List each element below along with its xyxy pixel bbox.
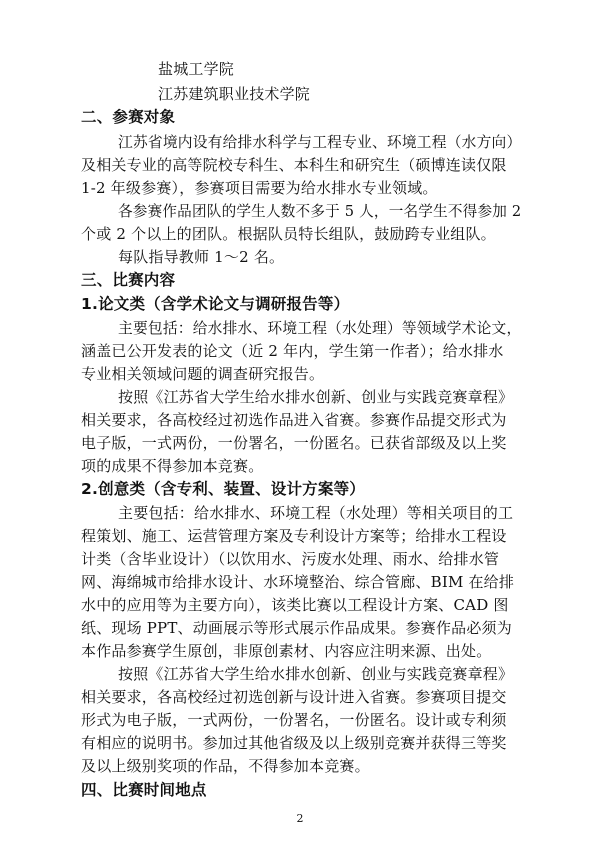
- sub1-para1-line3: 专业相关领域问题的调查研究报告。: [81, 365, 325, 383]
- section-2-para1-line3: 1-2 年级参赛），参赛项目需要为给水排水专业领域。: [81, 179, 438, 197]
- sub2-para1-line1: 主要包括：给水排水、环境工程（水处理）等相关项目的工: [118, 504, 514, 522]
- sub2-para1-line3: 计类（含毕业设计）（以饮用水、污废水处理、雨水、给排水管: [81, 550, 500, 568]
- sub2-para1-line2: 程策划、施工、运营管理方案及专利设计方案等；给排水工程设: [81, 527, 507, 545]
- section-2-para1-line1: 江苏省境内设有给排水科学与工程专业、环境工程（水方向）: [118, 133, 522, 151]
- section-2-para2-line2: 个或 2 个以上的团队。根据队员特长组队，鼓励跨专业组队。: [81, 225, 496, 243]
- page-number: 2: [296, 812, 304, 825]
- subsection-1-heading: 1.论文类（含学术论文与调研报告等）: [81, 295, 350, 313]
- sub2-para2-line5: 及以上级别奖项的作品，不得参加本竞赛。: [81, 757, 370, 775]
- section-2-para3-line1: 每队指导教师 1～2 名。: [118, 248, 285, 266]
- sub1-para1-line1: 主要包括：给水排水、环境工程（水处理）等领域学术论文，: [118, 319, 522, 337]
- sub2-para2-line2: 相关要求，各高校经过初选创新与设计进入省赛。参赛项目提交: [81, 688, 507, 706]
- sub2-para1-line7: 本作品参赛学生原创，非原创素材、内容应注明来源、出处。: [81, 642, 492, 660]
- section-2-para1-line2: 及相关专业的高等院校专科生、本科生和研究生（硕博连读仅限: [81, 156, 507, 174]
- sub2-para2-line4: 有相应的说明书。参加过其他省级及以上级别竞赛并获得三等奖: [81, 734, 507, 752]
- section-2-para2-line1: 各参赛作品团队的学生人数不多于 5 人，一名学生不得参加 2: [118, 202, 522, 220]
- sub2-para1-line6: 纸、现场 PPT、动画展示等形式展示作品成果。参赛作品必须为: [81, 619, 512, 637]
- section-2-heading: 二、参赛对象: [81, 108, 176, 126]
- section-4-heading: 四、比赛时间地点: [81, 781, 207, 799]
- sub2-para2-line3: 形式为电子版，一式两份，一份署名，一份匿名。设计或专利须: [81, 711, 507, 729]
- institution-2: 江苏建筑职业技术学院: [158, 85, 311, 103]
- sub1-para1-line2: 涵盖已公开发表的论文（近 2 年内，学生第一作者）；给水排水: [81, 342, 504, 360]
- institution-1: 盐城工学院: [158, 60, 235, 78]
- sub2-para1-line5: 水中的应用等为主要方向），该类比赛以工程设计方案、CAD 图: [81, 596, 509, 614]
- sub1-para2-line3: 电子版，一式两份，一份署名，一份匿名。已获省部级及以上奖: [81, 434, 507, 452]
- sub2-para1-line4: 网、海绵城市给排水设计、水环境整治、综合管廊、BIM 在给排: [81, 573, 515, 591]
- sub1-para2-line2: 相关要求，各高校经过初选作品进入省赛。参赛作品提交形式为: [81, 411, 507, 429]
- sub1-para2-line1: 按照《江苏省大学生给水排水创新、创业与实践竞赛章程》: [118, 388, 514, 406]
- sub1-para2-line4: 项的成果不得参加本竞赛。: [81, 457, 264, 475]
- subsection-2-heading: 2.创意类（含专利、装置、设计方案等）: [81, 480, 365, 498]
- section-3-heading: 三、比赛内容: [81, 271, 176, 289]
- sub2-para2-line1: 按照《江苏省大学生给水排水创新、创业与实践竞赛章程》: [118, 665, 514, 683]
